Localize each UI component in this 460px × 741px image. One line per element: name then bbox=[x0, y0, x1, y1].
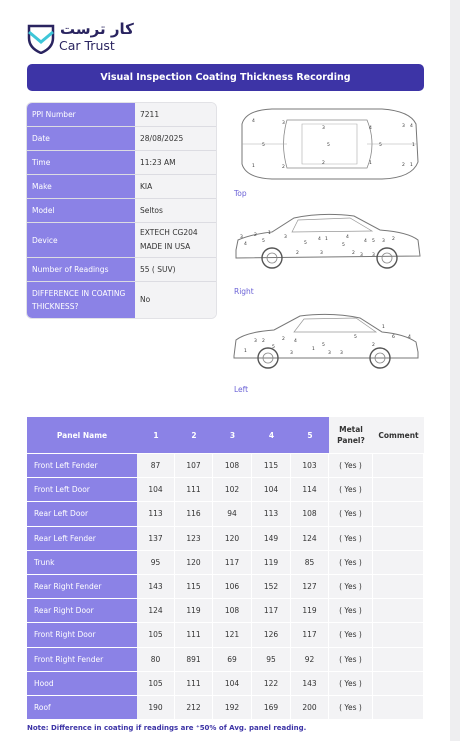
reading-cell: 891 bbox=[175, 648, 212, 671]
svg-text:2: 2 bbox=[282, 337, 285, 342]
svg-text:2: 2 bbox=[296, 251, 299, 256]
svg-text:2: 2 bbox=[254, 233, 257, 238]
reading-cell: 103 bbox=[291, 454, 328, 477]
reading-cell: 102 bbox=[213, 478, 251, 501]
car-right-side-diagram bbox=[232, 210, 422, 274]
metal-panel-cell: ( Yes ) bbox=[329, 454, 372, 477]
reading-cell: 119 bbox=[291, 599, 328, 622]
reading-cell: 115 bbox=[252, 454, 290, 477]
info-label: Date bbox=[27, 127, 135, 150]
reading-cell: 124 bbox=[291, 527, 328, 550]
reading-cell: 126 bbox=[252, 623, 290, 646]
svg-text:1: 1 bbox=[369, 161, 372, 166]
car-left-side-diagram bbox=[232, 310, 422, 374]
panel-name-cell: Rear Left Fender bbox=[27, 527, 137, 550]
comment-cell bbox=[373, 454, 423, 477]
svg-text:4: 4 bbox=[369, 126, 372, 131]
table-header-cell: Metal Panel? bbox=[337, 425, 365, 445]
reading-cell: 212 bbox=[175, 696, 212, 719]
comment-cell bbox=[373, 648, 423, 671]
metal-panel-cell: ( Yes ) bbox=[329, 623, 372, 646]
reading-cell: 200 bbox=[291, 696, 328, 719]
svg-text:3: 3 bbox=[322, 126, 325, 131]
comment-cell bbox=[373, 599, 423, 622]
reading-cell: 87 bbox=[137, 454, 174, 477]
panel-name-cell: Front Left Door bbox=[27, 478, 137, 501]
reading-cell: 111 bbox=[175, 672, 212, 695]
table-header-cell: Comment bbox=[378, 430, 419, 440]
reading-cell: 122 bbox=[252, 672, 290, 695]
panel-name-cell: Roof bbox=[27, 696, 137, 719]
reading-cell: 169 bbox=[252, 696, 290, 719]
reading-cell: 117 bbox=[291, 623, 328, 646]
comment-cell bbox=[373, 478, 423, 501]
shield-logo-icon bbox=[26, 22, 56, 54]
info-value: 7211 bbox=[135, 103, 216, 126]
comment-cell bbox=[373, 551, 423, 574]
reading-cell: 80 bbox=[137, 648, 174, 671]
metal-panel-cell: ( Yes ) bbox=[329, 575, 372, 598]
reading-cell: 117 bbox=[213, 551, 251, 574]
reading-cell: 115 bbox=[175, 575, 212, 598]
reading-cell: 113 bbox=[137, 502, 174, 525]
panel-name-cell: Front Right Fender bbox=[27, 648, 137, 671]
metal-panel-cell: ( Yes ) bbox=[329, 648, 372, 671]
metal-panel-cell: ( Yes ) bbox=[329, 551, 372, 574]
metal-panel-cell: ( Yes ) bbox=[329, 599, 372, 622]
reading-cell: 108 bbox=[213, 454, 251, 477]
info-row bbox=[27, 127, 216, 151]
reading-cell: 143 bbox=[137, 575, 174, 598]
svg-text:2: 2 bbox=[322, 161, 325, 166]
panel-name-cell: Rear Right Door bbox=[27, 599, 137, 622]
info-value: 28/08/2025 bbox=[135, 127, 216, 150]
info-row bbox=[27, 151, 216, 175]
panel-name-cell: Trunk bbox=[27, 551, 137, 574]
metal-panel-cell: ( Yes ) bbox=[329, 478, 372, 501]
svg-text:4: 4 bbox=[408, 335, 411, 340]
metal-panel-cell: ( Yes ) bbox=[329, 696, 372, 719]
comment-cell bbox=[373, 502, 423, 525]
svg-text:3: 3 bbox=[254, 339, 257, 344]
svg-text:5: 5 bbox=[262, 239, 265, 244]
info-label: Make bbox=[27, 175, 135, 198]
comment-cell bbox=[373, 527, 423, 550]
page-title-banner: Visual Inspection Coating Thickness Recording bbox=[27, 64, 424, 91]
comment-cell bbox=[373, 696, 423, 719]
svg-text:5: 5 bbox=[372, 239, 375, 244]
info-value: 11:23 AM bbox=[135, 151, 216, 174]
svg-text:1: 1 bbox=[268, 231, 271, 236]
reading-cell: 107 bbox=[175, 454, 212, 477]
reading-cell: 85 bbox=[291, 551, 328, 574]
reading-cell: 192 bbox=[213, 696, 251, 719]
svg-text:4: 4 bbox=[252, 119, 255, 124]
svg-text:2: 2 bbox=[372, 343, 375, 348]
svg-text:6: 6 bbox=[392, 335, 395, 340]
svg-text:4: 4 bbox=[410, 124, 413, 129]
svg-text:3: 3 bbox=[284, 235, 287, 240]
table-header-cell: Panel Name bbox=[56, 430, 108, 440]
reading-cell: 152 bbox=[252, 575, 290, 598]
panel-name-cell: Hood bbox=[27, 672, 137, 695]
svg-text:5: 5 bbox=[342, 243, 345, 248]
comment-cell bbox=[373, 623, 423, 646]
svg-text:1: 1 bbox=[382, 325, 385, 330]
info-row bbox=[27, 282, 216, 318]
reading-cell: 104 bbox=[252, 478, 290, 501]
svg-text:2: 2 bbox=[392, 237, 395, 242]
right-view-label: Right bbox=[234, 287, 254, 296]
info-row bbox=[27, 199, 216, 223]
svg-text:4: 4 bbox=[318, 237, 321, 242]
panel-name-cell: Front Left Fender bbox=[27, 454, 137, 477]
reading-cell: 95 bbox=[252, 648, 290, 671]
reading-cell: 190 bbox=[137, 696, 174, 719]
svg-text:5: 5 bbox=[304, 241, 307, 246]
top-view-label: Top bbox=[234, 189, 247, 198]
info-row bbox=[27, 223, 216, 258]
table-header-cell: 3 bbox=[229, 430, 236, 440]
info-value: KIA bbox=[135, 175, 216, 198]
table-header-cell: 4 bbox=[268, 430, 275, 440]
panel-name-cell: Rear Left Door bbox=[27, 502, 137, 525]
svg-text:2: 2 bbox=[352, 251, 355, 256]
svg-text:1: 1 bbox=[325, 237, 328, 242]
svg-text:3: 3 bbox=[340, 351, 343, 356]
reading-cell: 120 bbox=[213, 527, 251, 550]
car-top-view-diagram bbox=[232, 104, 422, 184]
info-label: Number of Readings bbox=[27, 258, 135, 281]
svg-text:1: 1 bbox=[244, 349, 247, 354]
metal-panel-cell: ( Yes ) bbox=[329, 527, 372, 550]
svg-text:5: 5 bbox=[354, 335, 357, 340]
svg-text:3: 3 bbox=[240, 235, 243, 240]
info-value: 55 ( SUV) bbox=[135, 258, 216, 281]
svg-text:3: 3 bbox=[290, 351, 293, 356]
reading-cell: 114 bbox=[291, 478, 328, 501]
reading-cell: 104 bbox=[213, 672, 251, 695]
reading-cell: 123 bbox=[175, 527, 212, 550]
reading-cell: 121 bbox=[213, 623, 251, 646]
reading-cell: 105 bbox=[137, 623, 174, 646]
brand-name-english: Car Trust bbox=[59, 38, 115, 53]
reading-cell: 119 bbox=[175, 599, 212, 622]
svg-text:2: 2 bbox=[262, 339, 265, 344]
reading-cell: 120 bbox=[175, 551, 212, 574]
svg-text:5: 5 bbox=[327, 143, 330, 148]
metal-panel-cell: ( Yes ) bbox=[329, 502, 372, 525]
reading-cell: 127 bbox=[291, 575, 328, 598]
comment-cell bbox=[373, 575, 423, 598]
svg-text:3: 3 bbox=[328, 351, 331, 356]
info-value: EXTECH CG204 MADE IN USA bbox=[135, 223, 216, 257]
reading-cell: 117 bbox=[252, 599, 290, 622]
reading-cell: 106 bbox=[213, 575, 251, 598]
info-value: Seltos bbox=[135, 199, 216, 222]
panel-name-cell: Rear Right Fender bbox=[27, 575, 137, 598]
brand-name-arabic: كار ترست bbox=[60, 20, 134, 38]
info-label: Device bbox=[27, 223, 135, 257]
reading-cell: 149 bbox=[252, 527, 290, 550]
svg-text:3: 3 bbox=[372, 253, 375, 258]
car-trust-logo bbox=[26, 22, 136, 54]
svg-text:4: 4 bbox=[364, 239, 367, 244]
reading-cell: 113 bbox=[252, 502, 290, 525]
svg-text:3: 3 bbox=[360, 253, 363, 258]
info-row bbox=[27, 103, 216, 127]
info-row bbox=[27, 175, 216, 199]
reading-cell: 119 bbox=[252, 551, 290, 574]
svg-text:1: 1 bbox=[412, 143, 415, 148]
svg-text:3: 3 bbox=[382, 239, 385, 244]
svg-text:5: 5 bbox=[262, 143, 265, 148]
svg-text:5: 5 bbox=[322, 343, 325, 348]
reading-cell: 108 bbox=[291, 502, 328, 525]
svg-text:3: 3 bbox=[402, 124, 405, 129]
svg-text:2: 2 bbox=[282, 165, 285, 170]
info-value: No bbox=[135, 282, 216, 318]
reading-cell: 69 bbox=[213, 648, 251, 671]
vehicle-info-table bbox=[27, 103, 216, 318]
reading-cell: 111 bbox=[175, 478, 212, 501]
page-edge-strip bbox=[450, 0, 460, 741]
comment-cell bbox=[373, 672, 423, 695]
table-header-cell: 2 bbox=[191, 430, 197, 440]
svg-text:1: 1 bbox=[252, 164, 255, 169]
svg-text:1: 1 bbox=[312, 347, 315, 352]
svg-text:5: 5 bbox=[272, 345, 275, 350]
reading-cell: 104 bbox=[137, 478, 174, 501]
svg-text:3: 3 bbox=[282, 121, 285, 126]
reading-cell: 116 bbox=[175, 502, 212, 525]
metal-panel-cell: ( Yes ) bbox=[329, 672, 372, 695]
reading-cell: 108 bbox=[213, 599, 251, 622]
svg-text:3: 3 bbox=[320, 251, 323, 256]
reading-cell: 111 bbox=[175, 623, 212, 646]
footnote: Note: Difference in coating if readings are ⁺50% of Avg. panel reading. bbox=[27, 724, 307, 732]
svg-text:2: 2 bbox=[402, 163, 405, 168]
reading-cell: 143 bbox=[291, 672, 328, 695]
reading-cell: 95 bbox=[137, 551, 174, 574]
reading-cell: 92 bbox=[291, 648, 328, 671]
reading-cell: 124 bbox=[137, 599, 174, 622]
svg-text:1: 1 bbox=[410, 163, 413, 168]
reading-cell: 137 bbox=[137, 527, 174, 550]
table-header-cell: 5 bbox=[307, 430, 313, 440]
reading-cell: 105 bbox=[137, 672, 174, 695]
info-label: Time bbox=[27, 151, 135, 174]
info-row bbox=[27, 258, 216, 282]
reading-cell: 94 bbox=[213, 502, 251, 525]
svg-text:5: 5 bbox=[379, 143, 382, 148]
info-label: PPI Number bbox=[27, 103, 135, 126]
table-header-cell: 1 bbox=[153, 430, 159, 440]
svg-text:4: 4 bbox=[346, 235, 349, 240]
panel-name-cell: Front Right Door bbox=[27, 623, 137, 646]
left-view-label: Left bbox=[234, 385, 249, 394]
svg-text:4: 4 bbox=[244, 242, 247, 247]
info-label: Model bbox=[27, 199, 135, 222]
svg-text:4: 4 bbox=[294, 339, 297, 344]
info-label: DIFFERENCE IN COATING THICKNESS? bbox=[27, 282, 135, 318]
